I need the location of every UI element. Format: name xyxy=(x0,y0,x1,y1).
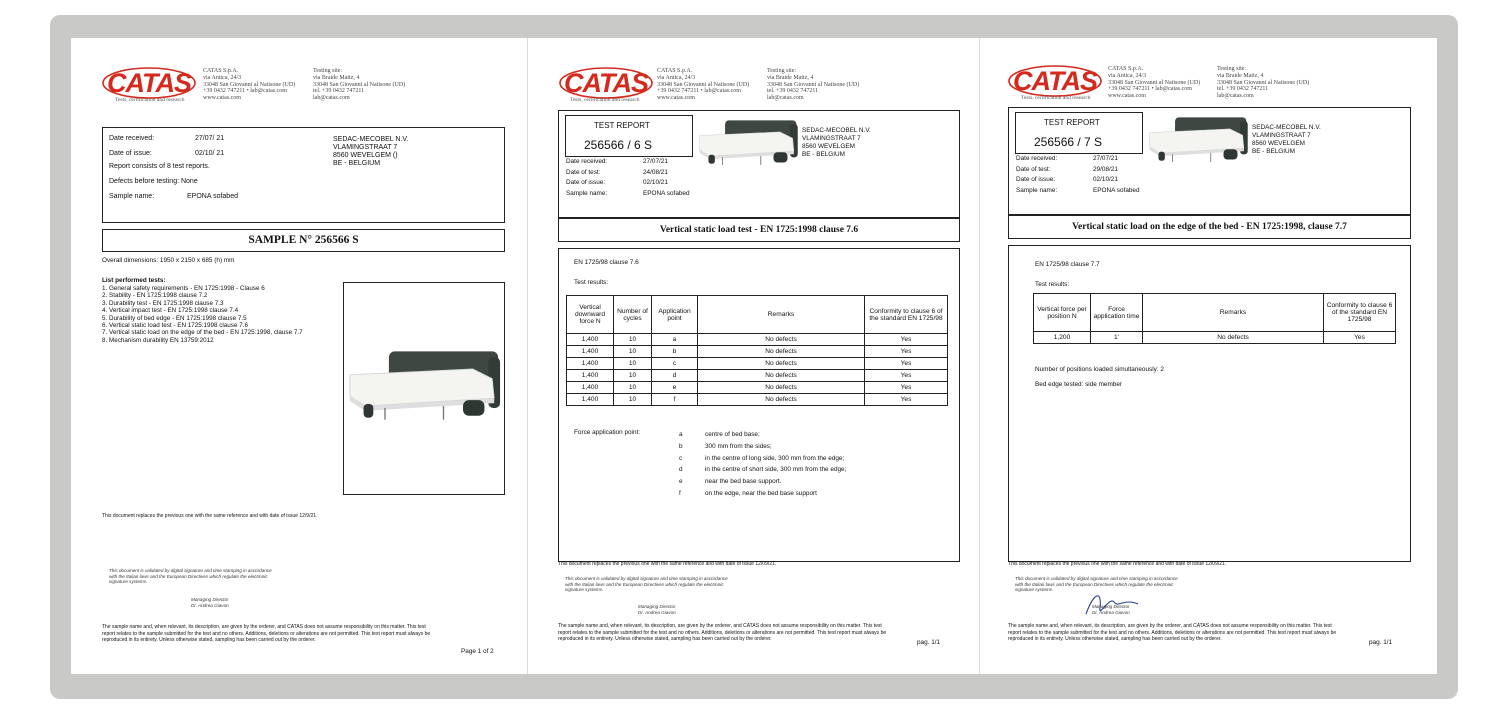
catas-logo-icon xyxy=(558,65,654,101)
sofabed-image xyxy=(697,119,799,167)
testing-site-address: Testing site: via Braide Mattz, 4 33048 San Giovanni al Natisone (UD) tel. +39 0432 747211 lab@catas.com xyxy=(313,68,406,102)
company-address: CATAS S.p.A. via Antica, 24/3 33048 San Giovanni al Natisone (UD) +39 0432 747211 • lab@catas.com www.catas.com xyxy=(1108,66,1201,100)
director-signature: Managing Director Dr. Andrea Giavon xyxy=(1092,604,1130,615)
list-title: List performed tests: xyxy=(102,277,166,284)
director-signature: Managing Director Dr. Andrea Giavon xyxy=(638,604,676,615)
table-cell: 1,400 xyxy=(567,370,614,382)
report-header-box xyxy=(558,110,960,218)
table-cell: 1,400 xyxy=(567,358,614,370)
force-point-item: f on the edge, near the bed base support xyxy=(679,489,817,497)
table-row xyxy=(567,394,948,406)
defects-before: Defects before testing: None xyxy=(109,178,198,185)
svg-text:CATAS: CATAS xyxy=(564,68,648,98)
table-cell: 10 xyxy=(614,382,652,394)
test-results-box xyxy=(1008,245,1411,562)
column-header: Conformity to clause 6 of the standard EN 1725/98 xyxy=(1324,294,1396,332)
report-info-box xyxy=(102,127,505,223)
tests-list: 1. General safety requirements - EN 1725:1998 - Clause 6 2. Stability - EN 1725:1998 clause 7.2 3. Durability test - EN 1725:1998 clause 7.3 4. Vertical impact test - EN 1725:1998 clause 7.4 5. Durability of bed edge - EN 1725:1998 clause 7.5 6. Vertical static load test - EN 1725:1998 clause 7.6 7. Vertical static load on the edge of the bed - EN 1725:1998, clause 7.7 8. Mechanism durability EN 13759:2012 xyxy=(102,285,303,344)
catas-tagline: Tests, certification and research xyxy=(115,97,185,103)
validated-note: This document is validated by digital signature and time stamping in accordance with the Italian laws and the European Directives which regulate the electronic signature systems. xyxy=(1015,576,1178,593)
report-number: 256566 / 7 S xyxy=(1034,135,1103,149)
date-issue-label: Date of issue: xyxy=(109,150,152,157)
column-header: Remarks xyxy=(1143,294,1324,332)
table-cell: 10 xyxy=(614,334,652,346)
validated-note: This document is validated by digital signature and time stamping in accordance with the Italian laws and the European Directives which regulate the electronic signature systems. xyxy=(109,568,272,585)
table-cell: 10 xyxy=(614,346,652,358)
page-3 xyxy=(979,38,1437,674)
catas-logo-icon xyxy=(1007,63,1103,99)
standard-ref: EN 1725/98 clause 7.7 xyxy=(1035,261,1100,268)
column-header: Number of cycles xyxy=(614,296,652,334)
force-points-list xyxy=(679,429,846,500)
page-1 xyxy=(71,38,527,674)
page-number: Page 1 of 2 xyxy=(461,648,494,655)
report-dates-values: 27/07/21 29/08/21 02/10/21 EPONA sofabed xyxy=(1093,155,1140,194)
test-results-label: Test results: xyxy=(574,279,609,286)
date-issue-value: 02/10/ 21 xyxy=(195,150,225,157)
table-cell: 1,400 xyxy=(567,346,614,358)
svg-text:CATAS: CATAS xyxy=(1013,66,1097,96)
sample-name-value: EPONA sofabed xyxy=(187,193,238,200)
table-cell: 1' xyxy=(1091,332,1143,344)
standard-ref: EN 1725/98 clause 7.6 xyxy=(574,259,639,266)
positions-note: Number of positions loaded simultaneously: 2 xyxy=(1035,366,1164,373)
column-header: Vertical downward force N xyxy=(567,296,614,334)
table-row xyxy=(1034,332,1396,344)
report-dates-values: 27/07/21 24/08/21 02/10/21 EPONA sofabed xyxy=(643,158,690,197)
replaces-note: This document replaces the previous one with the same reference and with date of issue 12/9/21. xyxy=(102,513,318,519)
table-cell: 10 xyxy=(614,370,652,382)
client-address: SEDAC-MECOBEL N.V. VLAMINGSTRAAT 7 8560 WEVELGEM BE - BELGIUM xyxy=(802,127,871,158)
catas-tagline: Tests, certification and research xyxy=(570,97,640,103)
table-cell: Yes xyxy=(865,394,948,406)
client-address: SEDAC-MECOBEL N.V. VLAMINGSTRAAT 7 8560 WEVELGEM () BE - BELGIUM xyxy=(333,136,409,167)
date-received-label: Date received: xyxy=(109,135,155,142)
table-cell: No defects xyxy=(698,370,865,382)
report-number: 256566 / 6 S xyxy=(584,138,653,152)
table-cell: Yes xyxy=(865,358,948,370)
table-row xyxy=(567,358,948,370)
validated-note: This document is validated by digital signature and time stamping in accordance with the Italian laws and the European Directives which regulate the electronic signature systems. xyxy=(565,576,728,593)
sample-name-label: Sample name: xyxy=(109,193,155,200)
table-cell: 1,400 xyxy=(567,382,614,394)
table-cell: Yes xyxy=(865,346,948,358)
table-cell: Yes xyxy=(1324,332,1396,344)
force-point-item: e near the bed base support. xyxy=(679,478,782,486)
table-cell: Yes xyxy=(865,382,948,394)
sample-title: SAMPLE N° 256566 S xyxy=(102,229,505,252)
report-dates: Date received: Date of test: Date of issue: Sample name: xyxy=(1016,155,1058,194)
footer-disclaimer: The sample name and, when relevant, its description, are given by the orderer, and CATAS does not assume responsibility on this matter. This test report relates to the sample submitted for the test and no others. Additions, deletions or alterations are not permitted. This test report must always be reproduced in its entirety. Unless otherwise stated, sampling has been carried out by the orderer. xyxy=(102,624,431,644)
force-point-item: a centre of bed base; xyxy=(679,431,760,438)
sample-photo-box xyxy=(343,282,505,495)
report-dates: Date received: Date of test: Date of issue: Sample name: xyxy=(566,158,608,197)
test-results-label: Test results: xyxy=(1035,281,1070,288)
test-results-box xyxy=(558,248,960,562)
table-cell: 1,200 xyxy=(1034,332,1091,344)
table-row xyxy=(567,346,948,358)
table-cell: d xyxy=(652,370,698,382)
document-sheet xyxy=(71,38,1437,674)
table-cell: f xyxy=(652,394,698,406)
table-cell: Yes xyxy=(865,370,948,382)
page-number: pag. 1/1 xyxy=(917,639,941,646)
force-point-label: Force application point: xyxy=(574,429,641,436)
column-header: Application point xyxy=(652,296,698,334)
table-row xyxy=(567,334,948,346)
table-cell: No defects xyxy=(698,394,865,406)
table-header-row xyxy=(1034,294,1396,332)
table-cell: 1,400 xyxy=(567,394,614,406)
table-cell: No defects xyxy=(698,334,865,346)
table-cell: Yes xyxy=(865,334,948,346)
table-cell: 10 xyxy=(614,394,652,406)
table-cell: 10 xyxy=(614,358,652,370)
table-cell: No defects xyxy=(698,346,865,358)
force-point-item: b 300 mm from the sides; xyxy=(679,442,772,450)
page-number: pag. 1/1 xyxy=(1369,639,1393,646)
test-report-box: TEST REPORT 256566 / 7 S xyxy=(1015,112,1143,154)
testing-site-address: Testing site: via Braide Mattz, 4 33048 San Giovanni al Natisone (UD) tel. +39 0432 747211 lab@catas.com xyxy=(1217,66,1310,100)
column-header: Vertical force per position N xyxy=(1034,294,1091,332)
table-cell: No defects xyxy=(698,382,865,394)
report-consists: Report consists of 8 test reports. xyxy=(109,163,210,170)
footer-disclaimer: The sample name and, when relevant, its description, are given by the orderer, and CATAS does not assume responsibility on this matter. This test report relates to the sample submitted for the test and no others. Additions, deletions or alterations are not permitted. This test report must always be reproduced in its entirety. Unless otherwise stated, sampling has been carried out by the orderer. xyxy=(558,623,887,643)
company-address: CATAS S.p.A. via Antica, 24/3 33048 San Giovanni al Natisone (UD) +39 0432 747211 • lab@catas.com www.catas.com xyxy=(657,68,750,102)
client-address: SEDAC-MECOBEL N.V. VLAMINGSTRAAT 7 8560 WEVELGEM BE - BELGIUM xyxy=(1252,124,1321,155)
sofabed-image xyxy=(1147,116,1249,164)
testing-site-address: Testing site: via Braide Mattz, 4 33048 San Giovanni al Natisone (UD) tel. +39 0432 747211 lab@catas.com xyxy=(767,68,860,102)
results-table xyxy=(566,295,948,406)
force-point-item: c in the centre of long side, 300 mm from the edge; xyxy=(679,454,845,462)
overall-dimensions: Overall dimensions: 1950 x 2150 x 685 (h) mm xyxy=(102,257,235,264)
footer-disclaimer: The sample name and, when relevant, its description, are given by the orderer, and CATAS does not assume responsibility on this matter. This test report relates to the sample submitted for the test and no others. Additions, deletions or alterations are not permitted. This test report must always be reproduced in its entirety. Unless otherwise stated, sampling has been carried out by the orderer. xyxy=(1008,623,1337,643)
date-received-value: 27/07/ 21 xyxy=(195,135,225,142)
force-point-item: d in the centre of short side, 300 mm from the edge; xyxy=(679,466,847,474)
table-cell: c xyxy=(652,358,698,370)
catas-tagline: Tests, certification and research xyxy=(1021,95,1091,101)
page-2 xyxy=(527,38,979,674)
company-address: CATAS S.p.A. via Antica, 24/3 33048 San Giovanni al Natisone (UD) +39 0432 747211 • lab@catas.com www.catas.com xyxy=(203,68,296,102)
table-row xyxy=(567,370,948,382)
test-title: Vertical static load on the edge of the bed - EN 1725:1998, clause 7.7 xyxy=(1008,215,1411,239)
table-cell: 1,400 xyxy=(567,334,614,346)
table-row xyxy=(567,382,948,394)
replaces-note: This document replaces the previous one with the same reference and with date of issue 12/09/21. xyxy=(1008,561,1227,567)
catas-logo-icon xyxy=(101,65,197,101)
table-cell: No defects xyxy=(1143,332,1324,344)
sofabed-image xyxy=(346,349,502,423)
test-title: Vertical static load test - EN 1725:1998 clause 7.6 xyxy=(558,218,960,242)
test-report-box: TEST REPORT 256566 / 6 S xyxy=(565,115,693,157)
table-cell: e xyxy=(652,382,698,394)
column-header: Conformity to clause 6 of the standard EN 1725/98 xyxy=(865,296,948,334)
director-signature: Managing Director Dr. Andrea Giavon xyxy=(191,597,229,608)
table-header-row xyxy=(567,296,948,334)
column-header: Remarks xyxy=(698,296,865,334)
report-header-box xyxy=(1008,107,1411,215)
table-cell: b xyxy=(652,346,698,358)
results-table xyxy=(1033,293,1396,344)
table-cell: a xyxy=(652,334,698,346)
svg-text:CATAS: CATAS xyxy=(107,68,191,98)
bed-edge-note: Bed edge tested: side member xyxy=(1035,381,1123,388)
replaces-note: This document replaces the previous one with the same reference and with date of issue 12/09/21. xyxy=(558,561,777,567)
column-header: Force application time xyxy=(1091,294,1143,332)
table-cell: No defects xyxy=(698,358,865,370)
